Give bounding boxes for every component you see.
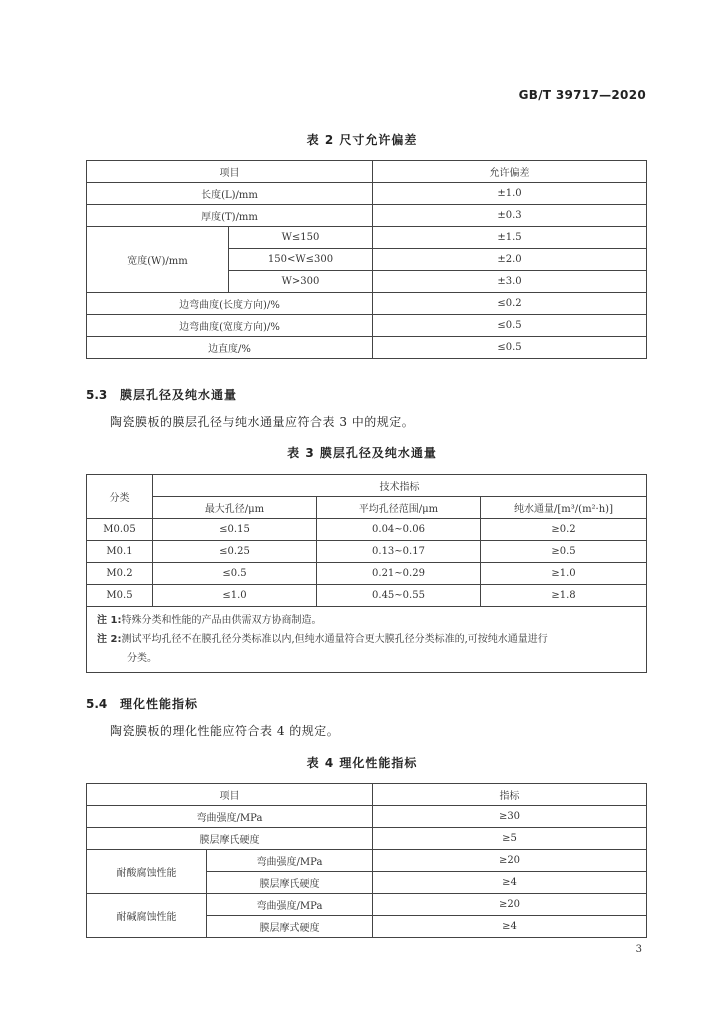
table3-header-max-pore: 最大孔径/μm: [153, 497, 317, 519]
table4-header-index: 指标: [373, 784, 647, 806]
table3-cell-max: ≤0.25: [153, 541, 317, 563]
table-row: [87, 337, 647, 359]
table3-header-flux: 纯水通量/[m³/(m²·h)]: [481, 497, 647, 519]
table2-cell-value: ≤0.2: [373, 293, 647, 315]
table4-cell-value: ≥4: [373, 872, 647, 894]
table2-cell-value: ±1.5: [373, 227, 647, 249]
table3-notes: [87, 607, 647, 673]
table3-cell-max: ≤1.0: [153, 585, 317, 607]
table-row: [87, 541, 647, 563]
table3-cell-avg: 0.45~0.55: [317, 585, 481, 607]
table2-cell-item: 边直度/%: [87, 337, 373, 359]
table4-acid-label: 耐酸腐蚀性能: [87, 850, 207, 894]
table4-cell-value: ≥20: [373, 850, 647, 872]
table4-cell-item: 膜层摩氏硬度: [87, 828, 373, 850]
table-row: [87, 519, 647, 541]
table-row: [87, 563, 647, 585]
table3-cell-flux: ≥0.5: [481, 541, 647, 563]
table3-notes-row: [87, 607, 647, 673]
table2-cell-condition: 150<W≤300: [229, 249, 373, 271]
table-row: [87, 293, 647, 315]
table3-cell-avg: 0.04~0.06: [317, 519, 481, 541]
table4-cell-value: ≥20: [373, 894, 647, 916]
table2-cell-item: 长度(L)/mm: [87, 183, 373, 205]
table-row: [87, 585, 647, 607]
table2: [86, 160, 647, 359]
section-title: 理化性能指标: [120, 697, 199, 711]
section-5-4-heading: [86, 695, 198, 712]
table2-header-row: [87, 161, 647, 183]
table2-cell-item: 边弯曲度(宽度方向)/%: [87, 315, 373, 337]
table3-cell-flux: ≥1.0: [481, 563, 647, 585]
table2-cell-value: ±0.3: [373, 205, 647, 227]
section-title: 膜层孔径及纯水通量: [120, 388, 238, 402]
table-row: [87, 894, 647, 916]
table3-header-tech: 技术指标: [153, 475, 647, 497]
table3-header-category: 分类: [87, 475, 153, 519]
table3-cell-category: M0.1: [87, 541, 153, 563]
table4-cell-item: 弯曲强度/MPa: [87, 806, 373, 828]
table-row: [87, 205, 647, 227]
table3-header-row: [87, 475, 647, 497]
table-row: [87, 183, 647, 205]
table4-cell-item: 弯曲强度/MPa: [207, 894, 373, 916]
note-2: [97, 630, 638, 649]
table2-cell-value: ±2.0: [373, 249, 647, 271]
section-5-3-heading: [86, 386, 237, 403]
table-row: [87, 315, 647, 337]
table4-alkali-label: 耐碱腐蚀性能: [87, 894, 207, 938]
table4-header-item: 项目: [87, 784, 373, 806]
table3: [86, 474, 647, 673]
table-row: [87, 828, 647, 850]
table4-cell-value: ≥30: [373, 806, 647, 828]
table2-cell-value: ≤0.5: [373, 337, 647, 359]
table2-header-item: 项目: [87, 161, 373, 183]
table4-cell-value: ≥4: [373, 916, 647, 938]
table2-header-tolerance: 允许偏差: [373, 161, 647, 183]
table3-caption: 表 3 膜层孔径及纯水通量: [287, 446, 437, 460]
note-1-text: 特殊分类和性能的产品由供需双方协商制造。: [121, 615, 322, 626]
table3-cell-avg: 0.13~0.17: [317, 541, 481, 563]
table3-cell-flux: ≥1.8: [481, 585, 647, 607]
table2-cell-value: ≤0.5: [373, 315, 647, 337]
table2-cell-condition: W≤150: [229, 227, 373, 249]
table2-caption: 表 2 尺寸允许偏差: [306, 133, 418, 147]
table2-cell-item: 边弯曲度(长度方向)/%: [87, 293, 373, 315]
table2-cell-condition: W>300: [229, 271, 373, 293]
table2-cell-item: 厚度(T)/mm: [87, 205, 373, 227]
section-number: 5.4: [86, 697, 108, 711]
section-number: 5.3: [86, 388, 108, 402]
table3-subheader-row: [87, 497, 647, 519]
table3-cell-category: M0.2: [87, 563, 153, 585]
table4-cell-item: 弯曲强度/MPa: [207, 850, 373, 872]
table2-width-label: 宽度(W)/mm: [87, 227, 229, 293]
note-2-text: 测试平均孔径不在膜孔径分类标准以内,但纯水通量符合更大膜孔径分类标准的,可按纯水通量进行: [121, 634, 548, 645]
table2-cell-value: ±1.0: [373, 183, 647, 205]
note-2-continuation: 分类。: [127, 653, 157, 664]
table3-cell-avg: 0.21~0.29: [317, 563, 481, 585]
table4-cell-item: 膜层摩氏硬度: [207, 872, 373, 894]
table3-cell-max: ≤0.15: [153, 519, 317, 541]
table3-cell-category: M0.5: [87, 585, 153, 607]
table4-caption: 表 4 理化性能指标: [306, 756, 418, 770]
table-row: [87, 850, 647, 872]
table3-cell-max: ≤0.5: [153, 563, 317, 585]
table-row: [87, 806, 647, 828]
note-1: [97, 611, 638, 630]
table4-cell-item: 膜层摩式硬度: [207, 916, 373, 938]
note-1-label: 注 1:: [97, 615, 122, 626]
section-5-4-paragraph: 陶瓷膜板的理化性能应符合表 4 的规定。: [110, 724, 340, 738]
note-2-label: 注 2:: [97, 634, 122, 645]
table3-cell-flux: ≥0.2: [481, 519, 647, 541]
table-row: [87, 227, 647, 249]
table4-cell-value: ≥5: [373, 828, 647, 850]
table4: [86, 783, 647, 938]
table2-cell-value: ±3.0: [373, 271, 647, 293]
standard-number: GB/T 39717—2020: [518, 88, 646, 102]
section-5-3-paragraph: 陶瓷膜板的膜层孔径与纯水通量应符合表 3 中的规定。: [110, 415, 415, 429]
table3-header-avg-range: 平均孔径范围/μm: [317, 497, 481, 519]
page-number: 3: [635, 944, 642, 955]
table3-cell-category: M0.05: [87, 519, 153, 541]
table4-header-row: [87, 784, 647, 806]
